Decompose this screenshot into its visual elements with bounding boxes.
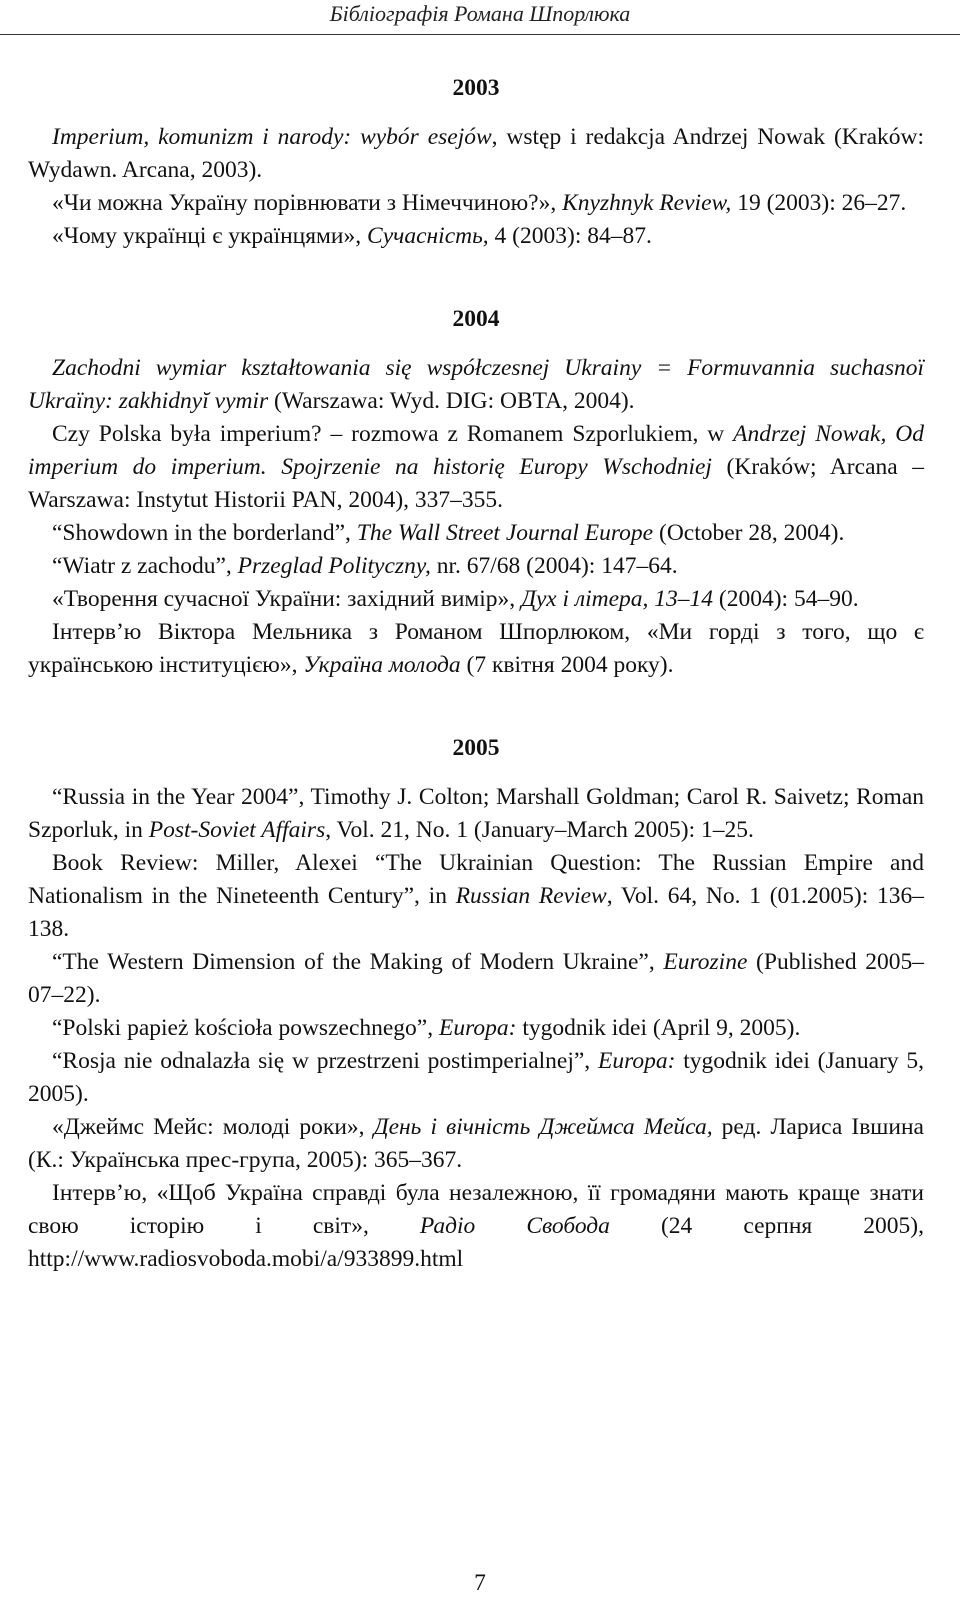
bibliography-entry: “Russia in the Year 2004”, Timothy J. Colton; Marshall Goldman; Carol R. Saivetz; Roman Szporluk, in Post-Soviet Affairs, Vol. 21, No. 1 (January–March 2005): 1–25. (28, 784, 924, 843)
bibliography-entry: “Showdown in the borderland”, The Wall Street Journal Europe (October 28, 2004). (52, 520, 845, 546)
bibliography-entry: «Творення сучасної України: західний вимір», Дух і літера, 13–14 (2004): 54–90. (52, 586, 859, 612)
bibliography-entry: “Polski papież kościoła powszechnego”, Europa: tygodnik idei (April 9, 2005). (52, 1015, 801, 1041)
bibliography-entry: Інтерв’ю Віктора Мельника з Романом Шпорлюком, «Ми горді з того, що є українською інституцією», Україна молода (7 квітня 2004 року). (28, 619, 924, 678)
year-heading-2004: 2004 (452, 306, 500, 332)
bibliography-entry: Czy Polska była imperium? – rozmowa z Romanem Szporlukiem, w Andrzej Nowak, Od imperium do imperium. Spojrzenie na historię Europy Wschodniej (Kraków; Arcana – Warszawa: Instytut Historii PAN, 2004), 337–355. (28, 421, 924, 513)
bibliography-entry: «Чому українці є українцями», Сучасність, 4 (2003): 84–87. (52, 223, 652, 249)
bibliography-entry: Imperium, komunizm i narody: wybór esejów, wstęp i redakcja Andrzej Nowak (Kraków: Wydawn. Arcana, 2003). (28, 124, 925, 183)
bibliography-entry: «Чи можна Україну порівнювати з Німеччиною?», Knyzhnyk Review, 19 (2003): 26–27. (52, 190, 907, 216)
year-heading-2005: 2005 (452, 735, 500, 761)
bibliography-entry: “Rosja nie odnalazła się w przestrzeni postimperialnej”, Europa: tygodnik idei (January 5, 2005). (28, 1048, 924, 1107)
bibliography-entry: “The Western Dimension of the Making of Modern Ukraine”, Eurozine (Published 2005–07–22). (28, 949, 924, 1008)
bibliography-entry: “Wiatr z zachodu”, Przeglad Polityczny, nr. 67/68 (2004): 147–64. (52, 553, 678, 579)
running-head: Бібліографія Романа Шпорлюка (329, 1, 631, 26)
bibliography-entry: «Джеймс Мейс: молоді роки», День і вічність Джеймса Мейса, ред. Лариса Івшина (К.: Українська прес-група, 2005): 365–367. (28, 1114, 924, 1173)
year-heading-2003: 2003 (452, 75, 500, 101)
bibliography-content (28, 72, 924, 1276)
bibliography-entry: Book Review: Miller, Alexei “The Ukrainian Question: The Russian Empire and Nationalism in the Nineteenth Century”, in Russian Review, Vol. 64, No. 1 (01.2005): 136–138. (28, 850, 924, 942)
header-rule (0, 34, 960, 35)
bibliography-entry: Інтерв’ю, «Щоб Україна справді була незалежною, її громадяни мають краще знати свою історію і світ», Радіо Свобода (24 серпня 2005), http://www.radiosvoboda.mobi/a/933899.html (28, 1180, 924, 1272)
bibliography-entry: Zachodni wymiar kształtowania się współczesnej Ukrainy = Formuvannia suchasnoï Ukraïny: zakhidnyĭ vymir (Warszawa: Wyd. DIG: OBTA, 2004). (28, 355, 924, 414)
page-number: 7 (474, 1570, 486, 1596)
